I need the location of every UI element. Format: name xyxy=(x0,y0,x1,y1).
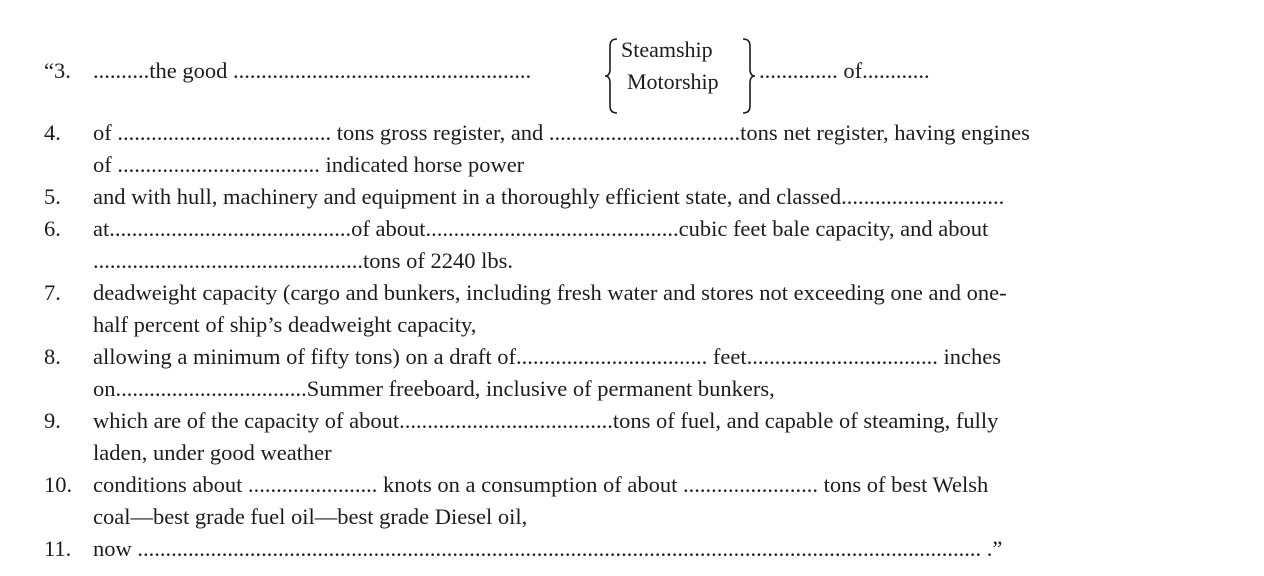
clause-line: of .................................... indicated horse power xyxy=(93,152,525,177)
brace-option-steamship: Steamship xyxy=(621,37,713,62)
brace-option-motorship: Motorship xyxy=(627,69,719,94)
clause-number: “3. xyxy=(44,58,71,83)
right-brace xyxy=(742,38,756,114)
clause-line: at...........................................of about.............................................cubic feet bale capacity, and about xyxy=(93,216,989,241)
clause-number: 5. xyxy=(44,184,61,209)
clause-line: now ...................................................................................................................................................... .” xyxy=(93,536,1003,561)
clause-number: 8. xyxy=(44,344,61,369)
clause-line: and with hull, machinery and equipment in a thoroughly efficient state, and classed............................. xyxy=(93,184,1005,209)
clause-number: 9. xyxy=(44,408,61,433)
clause-line: allowing a minimum of fifty tons) on a draft of.................................. feet.................................. inches xyxy=(93,344,1001,369)
left-brace xyxy=(605,38,619,114)
clause-line: deadweight capacity (cargo and bunkers, including fresh water and stores not exceeding one and one- xyxy=(93,280,1007,305)
clause-number: 10. xyxy=(44,472,73,497)
clause-number: 6. xyxy=(44,216,61,241)
clause-number: 7. xyxy=(44,280,61,305)
clause-line: of ...................................... tons gross register, and ..................................tons net register, having engines xyxy=(93,120,1030,145)
clause-line: ................................................tons of 2240 lbs. xyxy=(93,248,514,273)
clause-number: 11. xyxy=(44,536,72,561)
clause-line: half percent of ship’s deadweight capacity, xyxy=(93,312,477,337)
clause-line: on..................................Summer freeboard, inclusive of permanent bunkers, xyxy=(93,376,775,401)
clause-3-tail: .............. of............ xyxy=(759,58,930,83)
clause-number: 4. xyxy=(44,120,61,145)
clause-line: laden, under good weather xyxy=(93,440,332,465)
clause-line: conditions about ....................... knots on a consumption of about ........................ tons of best Welsh xyxy=(93,472,989,497)
clause-3-lead: ..........the good ..................................................... xyxy=(93,58,532,83)
clause-line: which are of the capacity of about......................................tons of fuel, and capable of steaming, fully xyxy=(93,408,999,433)
clause-line: coal—best grade fuel oil—best grade Diesel oil, xyxy=(93,504,528,529)
